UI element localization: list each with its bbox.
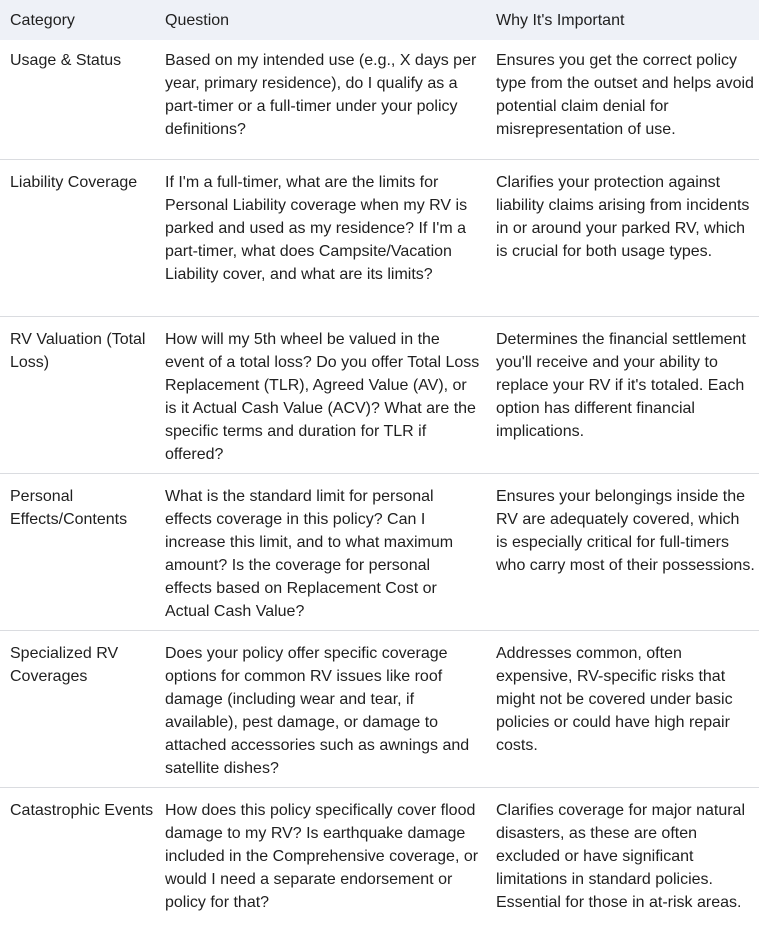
table-row (0, 631, 759, 788)
cell-category: Specialized RV Coverages (0, 631, 155, 788)
table-body (0, 40, 759, 929)
header-row (0, 0, 759, 40)
cell-category: Catastrophic Events (0, 788, 155, 929)
cell-question: If I'm a full-timer, what are the limits for Personal Liability coverage when my RV is parked and used as my residence? If I'm a part-timer, what does Campsite/Vacation Liability cover, and what are its limits? (155, 160, 486, 317)
header-why-important: Why It's Important (486, 0, 759, 40)
table-row (0, 317, 759, 474)
header-category: Category (0, 0, 155, 40)
cell-why-important: Addresses common, often expensive, RV-specific risks that might not be covered under basic policies or could have high repair costs. (486, 631, 759, 788)
cell-question: How will my 5th wheel be valued in the event of a total loss? Do you offer Total Loss Replacement (TLR), Agreed Value (AV), or is it Actual Cash Value (ACV)? What are the specific terms and duration for TLR if offered? (155, 317, 486, 474)
table-row (0, 160, 759, 317)
cell-why-important: Clarifies your protection against liability claims arising from incidents in or around your parked RV, which is crucial for both usage types. (486, 160, 759, 317)
header-question: Question (155, 0, 486, 40)
cell-why-important: Ensures you get the correct policy type from the outset and helps avoid potential claim denial for misrepresentation of use. (486, 40, 759, 160)
cell-question: Based on my intended use (e.g., X days per year, primary residence), do I qualify as a part-timer or a full-timer under your policy definitions? (155, 40, 486, 160)
cell-why-important: Ensures your belongings inside the RV are adequately covered, which is especially critical for full-timers who carry most of their possessions. (486, 474, 759, 631)
cell-category: Liability Coverage (0, 160, 155, 317)
table-row (0, 788, 759, 929)
cell-why-important: Clarifies coverage for major natural disasters, as these are often excluded or have significant limitations in standard policies. Essential for those in at-risk areas. (486, 788, 759, 929)
cell-question: Does your policy offer specific coverage options for common RV issues like roof damage (including wear and tear, if available), pest damage, or damage to attached accessories such as awnings and satellite dishes? (155, 631, 486, 788)
cell-category: Personal Effects/Contents (0, 474, 155, 631)
cell-question: How does this policy specifically cover flood damage to my RV? Is earthquake damage included in the Comprehensive coverage, or would I need a separate endorsement or policy for that? (155, 788, 486, 929)
cell-why-important: Determines the financial settlement you'll receive and your ability to replace your RV if it's totaled. Each option has different financial implications. (486, 317, 759, 474)
cell-category: RV Valuation (Total Loss) (0, 317, 155, 474)
cell-category: Usage & Status (0, 40, 155, 160)
table-row (0, 40, 759, 160)
cell-question: What is the standard limit for personal effects coverage in this policy? Can I increase this limit, and to what maximum amount? Is the coverage for personal effects based on Replacement Cost or Actual Cash Value? (155, 474, 486, 631)
table-header (0, 0, 759, 40)
table-row (0, 474, 759, 631)
